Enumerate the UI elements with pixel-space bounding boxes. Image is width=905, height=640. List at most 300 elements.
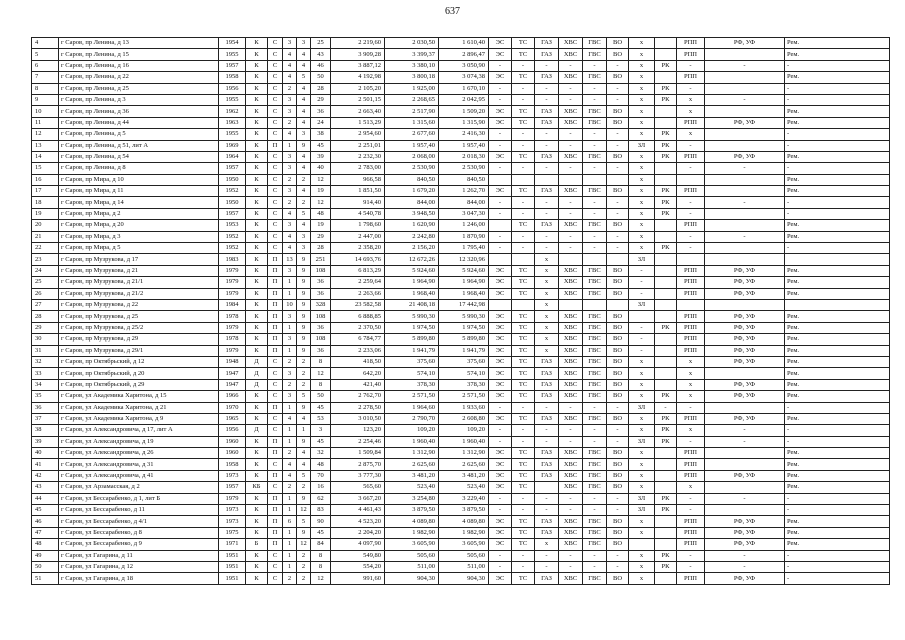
table-cell: П [268,527,283,538]
table-row [32,436,890,447]
table-cell: 3 [283,163,297,174]
table-cell: 1 [283,425,297,436]
table-cell: 1 509,84 [331,448,385,459]
table-cell: 2 677,60 [385,129,439,140]
table-cell: ТС [512,448,535,459]
table-cell [655,117,677,128]
table-cell: 47 [32,527,59,538]
table-cell: 33 [32,368,59,379]
table-cell: - [489,436,512,447]
table-cell: 5 990,30 [439,311,489,322]
table-cell: 43 [32,482,59,493]
table-cell: - [512,436,535,447]
table-cell: 45 [311,436,331,447]
table-cell: ГВС [583,470,607,481]
table-cell: РПП [677,265,705,276]
table-cell: 2 447,00 [331,231,385,242]
table-cell: - [535,402,559,413]
table-cell [655,334,677,345]
table-cell [655,288,677,299]
table-cell: РК [655,151,677,162]
table-cell: ВО [607,117,629,128]
table-cell: 1 679,20 [385,186,439,197]
table-cell: 2 608,80 [439,413,489,424]
table-cell: 3 380,10 [385,60,439,71]
table-cell: 45 [32,505,59,516]
table-cell: РПП [677,311,705,322]
table-cell: РПП [677,448,705,459]
table-cell: 4 089,80 [385,516,439,527]
table-cell: 8 [311,379,331,390]
table-cell: х [629,94,655,105]
table-cell: 844,00 [439,197,489,208]
table-cell: ГВС [583,459,607,470]
table-row [32,117,890,128]
table-cell: 9 [297,288,311,299]
table-cell: - [785,573,890,584]
table-cell: 4 [283,470,297,481]
table-cell: ВО [607,527,629,538]
table-cell: 523,40 [439,482,489,493]
table-cell: - [677,505,705,516]
table-cell: К [246,129,268,140]
table-cell: 1958 [219,72,246,83]
table-cell: х [677,391,705,402]
table-row [32,151,890,162]
table-cell: 554,20 [331,561,385,572]
table-cell: ТС [512,117,535,128]
table-cell: 3 [283,186,297,197]
table-cell: ЗЛ [629,299,655,310]
table-cell: С [268,94,283,105]
table-cell: 2 278,50 [331,402,385,413]
table-cell [705,402,785,413]
table-cell: 3 481,20 [439,470,489,481]
table-cell: - [705,94,785,105]
table-cell: Рем. [785,220,890,231]
table-cell: ГАЗ [535,448,559,459]
table-cell [535,174,559,185]
table-cell: 1965 [219,413,246,424]
table-cell: - [629,288,655,299]
table-cell: ТС [512,49,535,60]
table-cell: ВО [607,311,629,322]
table-cell: 29 [311,94,331,105]
table-cell: РПП [677,345,705,356]
table-cell: Рем. [785,527,890,538]
table-cell: ЭС [489,72,512,83]
table-cell: х [677,379,705,390]
table-cell: - [607,243,629,254]
table-cell: - [705,425,785,436]
table-cell: ЗЛ [629,254,655,265]
table-cell: 36 [311,345,331,356]
table-cell: 25 [32,277,59,288]
table-cell: РПП [677,322,705,333]
table-cell: - [512,140,535,151]
table-cell: РФ, УФ [705,277,785,288]
table-cell: РПП [677,470,705,481]
table-cell: РФ, УФ [705,334,785,345]
table-cell: РК [655,550,677,561]
table-cell: 1 312,90 [439,448,489,459]
table-cell [607,174,629,185]
table-cell: 2 [283,356,297,367]
table-cell: 251 [311,254,331,265]
table-cell: г Саров, пр Ленина, д 3 [59,94,219,105]
table-cell: - [583,94,607,105]
table-cell: РПП [677,186,705,197]
table-cell: П [268,493,283,504]
table-cell: х [677,94,705,105]
table-cell: 23 582,58 [331,299,385,310]
table-cell: 12 672,26 [385,254,439,265]
table-cell: РПП [677,288,705,299]
table-cell: 1 941,79 [439,345,489,356]
table-cell [655,277,677,288]
table-cell: 328 [311,299,331,310]
table-cell: ГВС [583,38,607,49]
table-cell: Рем. [785,459,890,470]
table-cell [655,163,677,174]
table-cell: Рем. [785,356,890,367]
table-cell: г Саров, ул Бессарабенко, д 4/1 [59,516,219,527]
table-cell: Д [246,356,268,367]
table-cell: П [268,311,283,322]
table-cell: ВО [607,482,629,493]
table-cell: К [246,311,268,322]
table-cell: 1957 [219,163,246,174]
table-cell: ЭС [489,186,512,197]
table-cell: 84 [311,539,331,550]
table-cell: х [629,561,655,572]
table-row [32,448,890,459]
table-cell: г Саров, пр Мира, д 3 [59,231,219,242]
table-cell: С [268,550,283,561]
table-cell: ЭС [489,527,512,538]
table-cell: - [607,60,629,71]
table-cell: - [655,402,677,413]
table-cell: х [535,288,559,299]
table-cell: г Саров, ул Гагарина, д 12 [59,561,219,572]
table-cell: 1 509,20 [439,106,489,117]
table-cell: Рем. [785,117,890,128]
table-cell: 8 [32,83,59,94]
table-cell: Рем. [785,265,890,276]
table-cell: 4 [297,163,311,174]
table-cell: х [535,277,559,288]
table-cell: 45 [311,402,331,413]
table-cell: ВО [607,368,629,379]
table-cell: К [246,231,268,242]
table-row [32,265,890,276]
table-cell: 108 [311,334,331,345]
table-cell: - [583,493,607,504]
table-cell: С [268,38,283,49]
table-cell: Рем. [785,72,890,83]
table-cell: 1 982,90 [385,527,439,538]
table-cell: ГАЗ [535,516,559,527]
table-cell: 2 501,15 [331,94,385,105]
table-cell: 9 [297,254,311,265]
table-cell: ХВС [559,322,583,333]
table-cell: ТС [512,573,535,584]
table-cell: 505,60 [439,550,489,561]
table-cell: 39 [32,436,59,447]
table-row [32,516,890,527]
table-cell: К [246,561,268,572]
table-cell: С [268,186,283,197]
table-cell: 2 105,20 [331,83,385,94]
table-cell: РК [655,322,677,333]
table-cell: ГАЗ [535,379,559,390]
table-cell: 4 [297,151,311,162]
table-cell: 2 [283,448,297,459]
table-cell: - [677,436,705,447]
table-cell: - [559,163,583,174]
table-cell: ВО [607,220,629,231]
table-cell: С [268,208,283,219]
table-cell: Рем. [785,174,890,185]
table-cell: - [677,83,705,94]
table-cell: - [785,163,890,174]
table-cell: 27 [32,299,59,310]
table-cell: - [559,208,583,219]
table-cell: Рем. [785,391,890,402]
table-cell: 1973 [219,505,246,516]
table-cell: г Саров, пр Ленина, д 22 [59,72,219,83]
table-cell: 1951 [219,561,246,572]
table-cell: 966,58 [331,174,385,185]
table-cell: 3 [283,151,297,162]
table-cell: - [559,505,583,516]
table-cell: - [535,140,559,151]
table-cell: 4 [297,106,311,117]
table-cell: 2 [297,561,311,572]
table-cell: х [677,129,705,140]
table-cell: 46 [32,516,59,527]
table-cell: ЭС [489,470,512,481]
table-row [32,505,890,516]
table-cell: - [607,197,629,208]
table-cell: ГВС [583,539,607,550]
table-cell: х [629,208,655,219]
table-cell: - [607,505,629,516]
table-cell: 109,20 [439,425,489,436]
table-cell: 1948 [219,356,246,367]
table-cell: ТС [512,151,535,162]
table-cell [655,470,677,481]
table-cell: х [535,299,559,310]
table-cell: ХВС [559,277,583,288]
table-cell: 2 018,30 [439,151,489,162]
table-cell: - [489,163,512,174]
table-cell: 2 259,64 [331,277,385,288]
table-cell: 4 540,78 [331,208,385,219]
table-cell: 1 960,40 [439,436,489,447]
table-cell [705,243,785,254]
table-cell: 25 [311,38,331,49]
table-cell: 3 [283,311,297,322]
table-cell: - [785,436,890,447]
table-cell: 2 [297,482,311,493]
table-cell: Рем. [785,277,890,288]
table-cell: ТС [512,516,535,527]
table-cell: 12 [297,539,311,550]
table-cell: Рем. [785,334,890,345]
table-cell: 20 [32,220,59,231]
table-cell: - [583,505,607,516]
table-cell: 40 [32,448,59,459]
table-cell [655,106,677,117]
table-cell: П [268,470,283,481]
table-cell: г Саров, пр Музрукова, д 29/1 [59,345,219,356]
table-cell [655,311,677,322]
table-cell: ЭС [489,151,512,162]
table-cell: 35 [32,391,59,402]
table-cell: г Саров, ул Александровича, д 26 [59,448,219,459]
table-cell: 9 [297,311,311,322]
table-row [32,334,890,345]
table-cell: ВО [607,459,629,470]
table-cell: ХВС [559,356,583,367]
table-cell: 3 [297,129,311,140]
table-cell: ВО [607,277,629,288]
table-cell: 37 [32,413,59,424]
table-cell: г Саров, пр Музрукова, д 21/1 [59,277,219,288]
table-cell: 3 254,80 [385,493,439,504]
table-cell: 1 670,10 [439,83,489,94]
table-cell: РК [655,413,677,424]
table-cell: К [246,60,268,71]
table-cell: ТС [512,482,535,493]
table-cell: ГАЗ [535,186,559,197]
table-cell: Рем. [785,288,890,299]
table-cell: ЭС [489,117,512,128]
table-cell: - [677,243,705,254]
table-cell: 4 461,43 [331,505,385,516]
table-cell: С [268,129,283,140]
table-cell: ЗЛ [629,402,655,413]
table-cell: х [535,345,559,356]
table-cell: - [559,94,583,105]
table-cell: 4 [297,83,311,94]
table-cell: х [629,197,655,208]
table-cell: - [559,140,583,151]
table-row [32,174,890,185]
table-cell: ГАЗ [535,106,559,117]
table-cell: 1 974,50 [385,322,439,333]
table-cell: 2 263,66 [331,288,385,299]
table-cell: 28 [311,243,331,254]
table-cell: Д [246,425,268,436]
table-cell: 2 232,30 [331,151,385,162]
table-cell: 4 [283,60,297,71]
table-cell [655,174,677,185]
table-cell: - [607,231,629,242]
table-row [32,573,890,584]
table-cell: ЭС [489,38,512,49]
table-cell: г Саров, пр Мира, д 2 [59,208,219,219]
table-cell: 6 813,29 [331,265,385,276]
table-cell: 2 [297,368,311,379]
table-cell: 14 693,76 [331,254,385,265]
table-cell: 14 [32,151,59,162]
table-cell: 904,30 [439,573,489,584]
table-cell: ХВС [559,527,583,538]
table-cell: г Саров, пр Ленина, д 51, лит А [59,140,219,151]
table-cell: х [629,470,655,481]
table-cell: 3 229,40 [439,493,489,504]
table-cell: РФ, УФ [705,151,785,162]
table-cell: 1960 [219,448,246,459]
table-cell [655,299,677,310]
table-cell: х [677,106,705,117]
table-row [32,186,890,197]
table-cell: 50 [311,72,331,83]
table-cell: К [246,140,268,151]
table-cell: 2 [283,197,297,208]
table-cell: ЭС [489,49,512,60]
table-cell: - [559,129,583,140]
table-cell: г Саров, ул Александровича, д 41 [59,470,219,481]
table-cell: - [677,208,705,219]
table-cell: 4 [283,231,297,242]
table-cell: 844,00 [385,197,439,208]
table-cell: ГАЗ [535,356,559,367]
table-cell: 5 990,30 [385,311,439,322]
table-cell: 21 [32,231,59,242]
table-cell: 2 [283,482,297,493]
table-cell: С [268,231,283,242]
table-cell: 7 [32,72,59,83]
table-cell: г Саров, ул Арзамасская, д 2 [59,482,219,493]
table-cell: 6 [283,516,297,527]
table-cell: ХВС [559,288,583,299]
table-cell: ГВС [583,448,607,459]
table-cell: ГАЗ [535,220,559,231]
table-cell: 1951 [219,573,246,584]
table-cell: ГВС [583,379,607,390]
table-cell: 574,10 [385,368,439,379]
table-cell: С [268,573,283,584]
table-cell: 1 [283,288,297,299]
table-cell: ГВС [583,277,607,288]
table-cell [583,299,607,310]
table-cell: 3 050,90 [439,60,489,71]
table-cell: 1951 [219,550,246,561]
table-cell: - [607,208,629,219]
table-cell: х [629,527,655,538]
table-cell: 1 513,29 [331,117,385,128]
table-cell: г Саров, пр Ленина, д 36 [59,106,219,117]
table-row [32,83,890,94]
table-cell: 36 [311,322,331,333]
table-cell: - [629,345,655,356]
table-cell [655,539,677,550]
table-cell: 1 [283,550,297,561]
table-cell: - [489,425,512,436]
table-cell: ХВС [559,72,583,83]
table-cell: 44 [32,493,59,504]
table-row [32,106,890,117]
table-cell: РПП [677,220,705,231]
table-cell: К [246,174,268,185]
table-cell: ГВС [583,368,607,379]
table-cell: ГВС [583,413,607,424]
table-cell: 3 777,30 [331,470,385,481]
table-cell: - [489,231,512,242]
